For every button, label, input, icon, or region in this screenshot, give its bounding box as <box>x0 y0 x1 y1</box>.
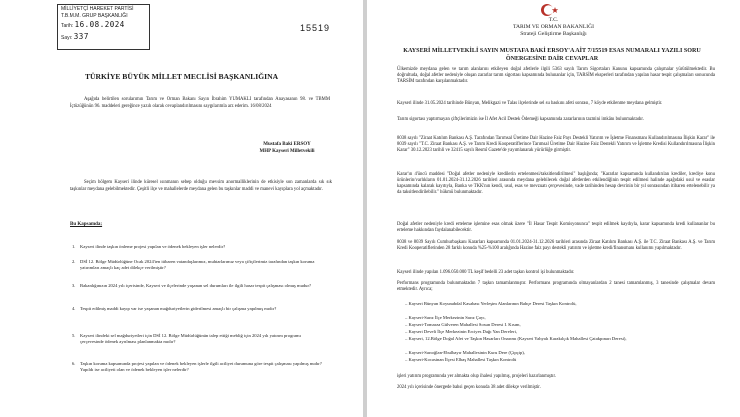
question-text: Taşkın koruma kapsamında projesi yapılan ve ödenek bekleyen işlerle ilgili aciliyet durumuna göre tespit çalışması yapılmış mıdır? Yapıldı ise aciliyeti olan ve ödenek bekleyen işler nelerdir? <box>80 361 322 373</box>
answer-paragraph: Performans programında bulunmaktadın 7 taşkın tamamlanmıştır. Performans programında olmayanlardan 2 tanesi tamamlanmış, 3 tanesinde çalışmalar devam etmektedir. Ayrıca; <box>397 281 715 293</box>
document-number: 15519 <box>300 23 331 33</box>
questions-heading: Bu Kapsamda; <box>70 222 103 227</box>
question-number: 1. <box>72 244 76 249</box>
header-department: Strateji Geliştirme Başkanlığı <box>520 31 587 37</box>
signature-name: Mustafa Baki ERSOY <box>263 142 311 147</box>
question-number: 6. <box>72 361 76 366</box>
project-name: Kayseri-Tomarza Gülveren Mahallesi Sosun Deresi I. Kısım, <box>408 322 521 327</box>
question-text: Tespit edilmiş maddi kayıp var ise yaşanan mağduriyetlerin giderilmesi amaçlı bir çalışma yapılmış mıdır? <box>80 306 277 311</box>
rationale-paragraph: Seçim bölgem Kayseri ilinde küresel ısınmanın sebep olduğu mevsim anormalliklerinin de etkisiyle son zamanlarda sık sık taşkınlar meydana gelebilmektedir. Çeşitli ilçe ve mahallelerde meydana gelen bu taşkınlar maddi ve manevi kayıplara yol açmaktadır. <box>70 180 332 192</box>
project-name: Kayseri-Sarız İlçe Merkezinin Sarız Çayı, <box>408 315 486 320</box>
list-item: – Kayseri-Tomarza Gülveren Mahallesi Sosun Deresi I. Kısım, <box>405 322 521 327</box>
list-item: – Kayseri, 12.Bölge Doğal Afet ve Taşkın Hasarları Onarımı (Kayseri Yahyalı Karakılçık Mahallesi Çatakpınarı Deresi), <box>405 336 627 341</box>
stamp-line-1: MİLLİYETÇİ HAREKET PARTİSİ <box>61 6 134 12</box>
list-item <box>72 244 325 250</box>
header-ministry: TARIM VE ORMAN BAKANLIĞI <box>512 24 595 30</box>
project-name: Kayseri, 12.Bölge Doğal Afet ve Taşkın Hasarları Onarımı (Kayseri Yahyalı Karakılçık Mahallesi Çatakpınarı Deresi), <box>408 336 627 341</box>
stamp-no: 337 <box>73 31 89 41</box>
signature-title: MHP Kayseri Milletvekili <box>259 149 315 154</box>
project-name: Kayseri Bünyan Koyunabdal Kasabası Yerleşim Alanlarının Bahçe Deresi Taşkın Kontrolü, <box>408 301 577 306</box>
stamp-date: 16.08.2024 <box>74 20 125 29</box>
crescent-star-icon <box>537 3 563 17</box>
question-number: 3. <box>72 283 76 288</box>
question-text: Bakanlığınızın 2024 yılı içerisinde, Kayseri ve ilçelerinde yaşanan sel durumları ile ilgili hasar tespit çalışması olmuş mudur? <box>80 283 312 288</box>
answer-paragraph: Kayseri ilinde yapılan 1.096.050.000 TL keşif bedelli 23 adet taşkın kontrol işi bulunmaktadır. <box>397 270 575 275</box>
stamp-line-2: T.B.M.M. GRUP BAŞKANLIĞI <box>61 12 128 19</box>
list-item: – Kayseri Bünyan Koyunabdal Kasabası Yerleşim Alanlarının Bahçe Deresi Taşkın Kontrolü, <box>405 301 577 306</box>
question-text: DSİ 12. Bölge Müdürlüğüne Ocak 2024'ten itibaren vatandaşlarımız, muhtarlarımız veya çiftçilerimiz tarafından taşkın koruma yatırımları amaçlı kaç adet dilekçe verilmiştir? <box>80 259 315 271</box>
answer-page <box>367 0 740 417</box>
answer-title: KAYSERİ MİLLETVEKİLİ SAYIN MUSTAFA BAKİ ERSOY'A AİT 7/15519 ESAS NUMARALI YAZILI SORU ÖNERGESİNE DAİR CEVAPLAR <box>403 48 701 62</box>
list-item <box>72 259 325 272</box>
list-item: – Kayseri-Sarıoğlan-Ebulbayır Mahallesinin Kuru Dere (Çipçip), <box>405 350 525 355</box>
answer-paragraph: 8038 ve 8039 Sayılı Cumhurbaşkanı Kararları kapsamında 01.01.2024-31.12.2026 tarihleri arasında Ziraat Katılım Bankası A.Ş. ile T.C. Ziraat Bankası A.Ş. ve Tarım Kredi Kooperatiflerinden 28 farklı konuda %25-%100 aralığında Hazine faiz payı destekli yatırım ve işletme kredi/finansmanı kullanımı yapılmaktadır. <box>397 240 715 252</box>
closing-paragraph: işleri yatırım programında yer almakta olup ihalesi yapılmış, projeleri hazırlanmıştır. <box>397 374 556 379</box>
question-number: 2. <box>72 259 76 264</box>
question-text: Kayseri ilinde taşkın önleme projesi yapılan ve ödenek bekleyen işler nelerdir? <box>80 244 226 249</box>
closing-paragraph: 2024 yılı içerisinde önergede bahsi geçen konuda 38 adet dilekçe verilmiştir. <box>397 385 541 390</box>
list-item: – Kayseri-Kocasinan İlçesi Elbaş Mahallesi Taşkın Kontrolü <box>405 357 517 362</box>
question-page <box>0 0 363 417</box>
question-number: 4. <box>72 306 76 311</box>
project-name: Kayseri Develi İlçe Merkezinin Erciyes Dağı Yan Dereleri, <box>408 329 518 334</box>
answer-paragraph: Doğal afetler nedeniyle kredi erteleme işlemine esas olmak üzere "İl Hasar Tespit Komisyonunca" tespit edilmek kaydıyla, karar kapsamında kredi kullananlar bu erteleme hakkından faydalanabilecektir. <box>397 222 715 234</box>
answer-paragraph: Tarım sigortası yaptırmayan çiftçilerimizin ise İl Afet Acil Destek Ödemeği kapsamında zararlarının tazmini imkânı bulunmaktadır. <box>397 117 644 122</box>
list-item: – Kayseri Develi İlçe Merkezinin Erciyes Dağı Yan Dereleri, <box>405 329 518 334</box>
project-name: Kayseri-Kocasinan İlçesi Elbaş Mahallesi Taşkın Kontrolü <box>408 357 517 362</box>
list-item: – Kayseri-Sarız İlçe Merkezinin Sarız Çayı, <box>405 315 486 320</box>
page-title: TÜRKİYE BÜYÜK MİLLET MECLİSİ BAŞKANLIĞINA <box>84 72 279 81</box>
list-item <box>72 306 325 312</box>
question-text: Kayseri ilindeki sel mağduriyetleri için DSİ 12. Bölge Müdürlüğünün talep ettiği mebliğ için 2024 yılı yatırım programı çerçevesinde ödenek ayrılması planlanmakta mıdır? <box>80 333 301 345</box>
list-item <box>72 333 325 346</box>
intro-paragraph: Aşağıda belirtilen sorularımın Tarım ve Orman Bakanı Sayın İbrahim YUMAKLI tarafından Anayasanın 98. ve TBMM İçtüzüğünün 96. maddeleri gereğince yazılı olarak cevaplandırılmasını saygılarımla arz ederim. 16/08/2024 <box>70 97 330 109</box>
stamp-date-label: Tarih: <box>61 23 74 29</box>
answer-paragraph: 8038 sayılı "Ziraat Katılım Bankası A.Ş. Tarafından Tarımsal Üretime Dair Hazine Faiz Payı Destekli Yatırım ve İşletme Finansmanı Kullandırılmasına İlişkin Karar" ile 8039 sayılı "T.C. Ziraat Bankası A.Ş. ve Tarım Kredi Kooperatiflerince Tarımsal Üretime Dair Hazine Faiz Destekli Yatırım ve İşletme Kredisi Kullandırılmasına İlişkin Karar" 30.12.2023 tarihli ve 32415 sayılı Resmî Gazete'de yayımlanarak yürürlüğe girmiştir. <box>397 136 715 154</box>
project-name: Kayseri-Sarıoğlan-Ebulbayır Mahallesinin Kuru Dere (Çipçip), <box>408 350 525 355</box>
list-item <box>72 361 325 374</box>
question-number: 5. <box>72 333 76 338</box>
stamp-no-label: Sayı: <box>61 34 73 41</box>
header-tc: T.C. <box>548 17 559 23</box>
list-item <box>72 283 325 289</box>
answer-paragraph: Kayseri ilinde 31.05.2024 tarihinde Bünyan, Melikgazi ve Talas ilçelerinde sel su baskını afeti sonrası, 7 köyde etkilenme meydana gelmiştir. <box>397 101 663 106</box>
signature-block <box>247 141 327 155</box>
answer-paragraph: Karar'ın 4'üncü maddesi "Doğal afetler nedeniyle kredilerin ertelenmesi/taksitlendirilmesi" başlığında; "Kararlar kapsamında kullandırılan krediler, krediye konu ürünlerin/varlıkların 01.01.2024-31.12.2026 tarihleri arasında meydana gelebilecek doğal afetlerden etkilendiğinin tespit edilmesi halinde aşağıdaki usul ve esaslar kapsamında kalarak kayıtıyla, Banka ve TKK'nın kendi, usul, esas ve mevzuatı çerçevesinde, vade tarihinden hesap devrinin bir yıl sonrasından itibaren ertelenebilir ya da taksitlendirilebilir." hükmü bulunmaktadır. <box>397 172 715 196</box>
answer-paragraph: Ülkemizde meydana gelen ve tarım alanlarını etkileyen doğal afetlerle ilgili 5363 sayılı Tarım Sigortaları Kanunu kapsamında çalışmalar yürütülmektedir. Bu doğrultuda, doğal afetler nedeniyle oluşan zararlar tarım sigortası kapsamında bulunanlar için, TARSİM eksperleri tarafından yapılan hasar tespit çalışmaları sonucunda TARSİM tarafından karşılanmaktadır. <box>397 67 715 85</box>
party-stamp <box>57 4 150 50</box>
